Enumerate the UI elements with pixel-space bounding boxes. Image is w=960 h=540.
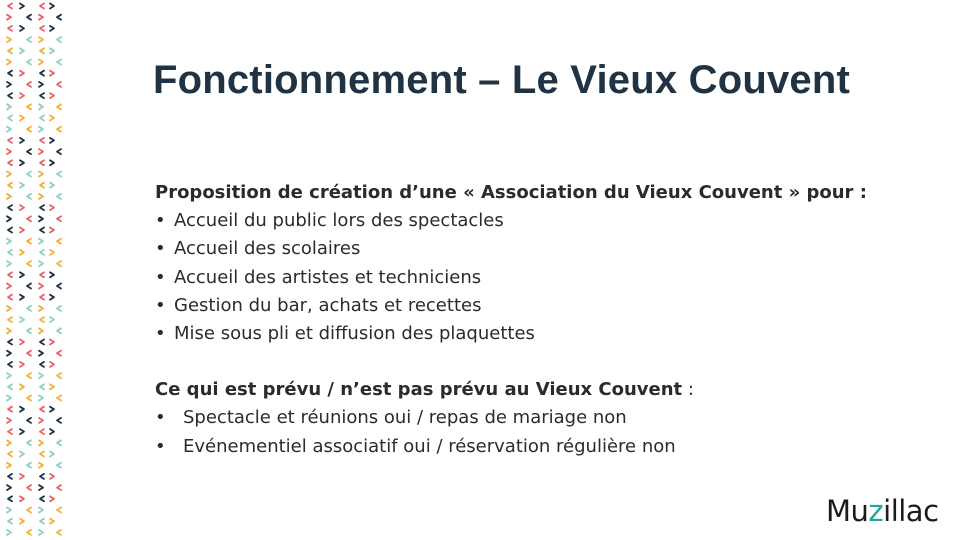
pattern-chevron-13	[27, 37, 31, 42]
pattern-chevron-130	[40, 362, 44, 367]
pattern-chevron-177	[20, 496, 24, 501]
pattern-chevron-153	[20, 429, 24, 434]
section1-list	[155, 207, 915, 348]
pattern-chevron-5	[27, 15, 31, 20]
pattern-chevron-139	[50, 384, 54, 389]
pattern-chevron-51	[50, 138, 54, 143]
pattern-chevron-96	[8, 272, 12, 277]
pattern-chevron-39	[57, 104, 61, 109]
pattern-chevron-103	[57, 284, 61, 289]
pattern-chevron-12	[7, 37, 11, 42]
pattern-chevron-8	[8, 26, 12, 31]
pattern-chevron-94	[39, 261, 43, 266]
pattern-chevron-145	[20, 407, 24, 412]
pattern-chevron-101	[27, 284, 31, 289]
pattern-chevron-97	[20, 272, 24, 277]
pattern-chevron-44	[7, 127, 11, 132]
pattern-chevron-10	[40, 26, 44, 31]
pattern-chevron-110	[39, 306, 43, 311]
pattern-chevron-66	[40, 183, 44, 188]
pattern-chevron-38	[39, 104, 43, 109]
pattern-chevron-137	[20, 384, 24, 389]
pattern-chevron-83	[50, 228, 54, 233]
section1-heading: Proposition de création d’une « Association du Vieux Couvent » pour :	[155, 182, 867, 203]
pattern-chevron-166	[39, 463, 43, 468]
pattern-chevron-144	[8, 407, 12, 412]
pattern-chevron-92	[7, 261, 11, 266]
pattern-chevron-75	[50, 205, 54, 210]
pattern-chevron-7	[57, 15, 61, 20]
pattern-chevron-70	[39, 194, 43, 199]
pattern-chevron-82	[40, 228, 44, 233]
pattern-chevron-176	[8, 496, 12, 501]
pattern-chevron-71	[57, 194, 61, 199]
pattern-chevron-142	[39, 396, 43, 401]
pattern-chevron-48	[8, 138, 12, 143]
muzillac-logo: Muzillac	[826, 494, 939, 528]
pattern-chevron-4	[7, 15, 11, 20]
pattern-chevron-181	[27, 508, 31, 513]
pattern-chevron-182	[39, 508, 43, 513]
pattern-chevron-98	[40, 272, 44, 277]
pattern-chevron-157	[27, 440, 31, 445]
pattern-chevron-3	[50, 4, 54, 9]
pattern-chevron-113	[20, 317, 24, 322]
list-item: • Spectacle et réunions oui / repas de mariage non	[155, 404, 915, 432]
pattern-chevron-54	[39, 149, 43, 154]
pattern-chevron-72	[8, 205, 12, 210]
pattern-chevron-187	[50, 519, 54, 524]
pattern-chevron-104	[8, 295, 12, 300]
pattern-chevron-125	[27, 351, 31, 356]
pattern-chevron-85	[27, 239, 31, 244]
pattern-chevron-81	[20, 228, 24, 233]
list-item: • Evénementiel associatif oui / réservation régulière non	[155, 433, 915, 461]
pattern-chevron-114	[40, 317, 44, 322]
spacer	[155, 348, 915, 376]
pattern-chevron-49	[20, 138, 24, 143]
pattern-chevron-6	[39, 15, 43, 20]
pattern-chevron-61	[27, 172, 31, 177]
pattern-chevron-179	[50, 496, 54, 501]
pattern-chevron-119	[57, 328, 61, 333]
pattern-chevron-15	[57, 37, 61, 42]
pattern-chevron-161	[20, 452, 24, 457]
pattern-chevron-47	[57, 127, 61, 132]
pattern-chevron-2	[40, 4, 44, 9]
pattern-chevron-62	[39, 172, 43, 177]
pattern-chevron-188	[7, 530, 11, 535]
pattern-chevron-168	[8, 474, 12, 479]
pattern-chevron-46	[39, 127, 43, 132]
pattern-chevron-9	[20, 26, 24, 31]
bullet-icon: •	[155, 294, 166, 316]
pattern-chevron-1	[20, 4, 24, 9]
pattern-chevron-0	[8, 4, 12, 9]
pattern-chevron-160	[8, 452, 12, 457]
pattern-chevron-146	[40, 407, 44, 412]
pattern-chevron-106	[40, 295, 44, 300]
bullet-icon: •	[155, 407, 166, 429]
pattern-chevron-84	[7, 239, 11, 244]
pattern-chevron-136	[8, 384, 12, 389]
pattern-chevron-74	[40, 205, 44, 210]
pattern-chevron-154	[40, 429, 44, 434]
pattern-chevron-164	[7, 463, 11, 468]
pattern-chevron-148	[7, 418, 11, 423]
pattern-chevron-158	[39, 440, 43, 445]
pattern-chevron-189	[27, 530, 31, 535]
pattern-chevron-41	[20, 116, 24, 121]
pattern-chevron-102	[39, 284, 43, 289]
pattern-chevron-43	[50, 116, 54, 121]
list-item: • Mise sous pli et diffusion des plaquettes	[155, 320, 915, 348]
pattern-chevron-173	[27, 485, 31, 490]
pattern-chevron-58	[40, 160, 44, 165]
pattern-chevron-178	[40, 496, 44, 501]
pattern-chevron-11	[50, 26, 54, 31]
bullet-icon: •	[155, 210, 166, 232]
pattern-chevron-59	[50, 160, 54, 165]
pattern-chevron-57	[20, 160, 24, 165]
pattern-chevron-174	[39, 485, 43, 490]
pattern-chevron-111	[57, 306, 61, 311]
pattern-chevron-93	[27, 261, 31, 266]
pattern-chevron-191	[57, 530, 61, 535]
pattern-chevron-89	[20, 250, 24, 255]
pattern-chevron-76	[7, 216, 11, 221]
pattern-chevron-134	[39, 373, 43, 378]
pattern-chevron-170	[40, 474, 44, 479]
pattern-chevron-64	[8, 183, 12, 188]
pattern-chevron-138	[40, 384, 44, 389]
pattern-chevron-163	[50, 452, 54, 457]
pattern-chevron-45	[27, 127, 31, 132]
pattern-chevron-42	[40, 116, 44, 121]
pattern-chevron-50	[40, 138, 44, 143]
bullet-icon: •	[155, 238, 166, 260]
pattern-chevron-156	[7, 440, 11, 445]
pattern-chevron-135	[57, 373, 61, 378]
pattern-chevron-184	[8, 519, 12, 524]
pattern-chevron-17	[20, 48, 24, 53]
pattern-chevron-78	[39, 216, 43, 221]
pattern-chevron-132	[7, 373, 11, 378]
pattern-chevron-65	[20, 183, 24, 188]
section2-list	[155, 404, 915, 460]
pattern-chevron-60	[7, 172, 11, 177]
pattern-chevron-126	[39, 351, 43, 356]
list-item: • Gestion du bar, achats et recettes	[155, 292, 915, 320]
slide-body	[155, 179, 915, 461]
pattern-chevron-155	[50, 429, 54, 434]
bullet-icon: •	[155, 435, 166, 457]
pattern-chevron-91	[50, 250, 54, 255]
pattern-chevron-150	[39, 418, 43, 423]
pattern-chevron-88	[8, 250, 12, 255]
pattern-chevron-115	[50, 317, 54, 322]
pattern-chevron-185	[20, 519, 24, 524]
pattern-chevron-122	[40, 340, 44, 345]
pattern-chevron-18	[40, 48, 44, 53]
pattern-chevron-175	[57, 485, 61, 490]
pattern-chevron-190	[39, 530, 43, 535]
pattern-chevron-128	[8, 362, 12, 367]
pattern-chevron-19	[50, 48, 54, 53]
pattern-chevron-117	[27, 328, 31, 333]
list-item: • Accueil du public lors des spectacles	[155, 207, 915, 235]
pattern-chevron-63	[57, 172, 61, 177]
pattern-chevron-165	[27, 463, 31, 468]
pattern-chevron-116	[7, 328, 11, 333]
pattern-chevron-69	[27, 194, 31, 199]
pattern-chevron-67	[50, 183, 54, 188]
pattern-chevron-180	[7, 508, 11, 513]
pattern-chevron-183	[57, 508, 61, 513]
pattern-chevron-141	[27, 396, 31, 401]
bullet-icon: •	[155, 266, 166, 288]
pattern-chevron-123	[50, 340, 54, 345]
pattern-chevron-171	[50, 474, 54, 479]
pattern-chevron-149	[27, 418, 31, 423]
pattern-chevron-86	[39, 239, 43, 244]
pattern-chevron-186	[40, 519, 44, 524]
pattern-chevron-52	[7, 149, 11, 154]
pattern-chevron-95	[57, 261, 61, 266]
pattern-chevron-53	[27, 149, 31, 154]
pattern-chevron-167	[57, 463, 61, 468]
pattern-chevron-121	[20, 340, 24, 345]
pattern-chevron-90	[40, 250, 44, 255]
pattern-chevron-14	[39, 37, 43, 42]
list-item: • Accueil des artistes et techniciens	[155, 264, 915, 292]
pattern-chevron-152	[8, 429, 12, 434]
pattern-chevron-36	[7, 104, 11, 109]
pattern-chevron-37	[27, 104, 31, 109]
pattern-chevron-118	[39, 328, 43, 333]
pattern-chevron-73	[20, 205, 24, 210]
pattern-chevron-80	[8, 228, 12, 233]
pattern-chevron-151	[57, 418, 61, 423]
section2-heading: Ce qui est prévu / n’est pas prévu au Vieux Couvent :	[155, 379, 694, 401]
pattern-chevron-100	[7, 284, 11, 289]
pattern-chevron-99	[50, 272, 54, 277]
pattern-chevron-107	[50, 295, 54, 300]
pattern-chevron-108	[7, 306, 11, 311]
pattern-chevron-109	[27, 306, 31, 311]
pattern-chevron-131	[50, 362, 54, 367]
pattern-chevron-56	[8, 160, 12, 165]
pattern-chevron-16	[8, 48, 12, 53]
pattern-chevron-133	[27, 373, 31, 378]
pattern-chevron-129	[20, 362, 24, 367]
pattern-chevron-55	[57, 149, 61, 154]
pattern-chevron-87	[57, 239, 61, 244]
pattern-chevron-159	[57, 440, 61, 445]
pattern-chevron-79	[57, 216, 61, 221]
pattern-chevron-124	[7, 351, 11, 356]
list-item: • Accueil des scolaires	[155, 235, 915, 263]
pattern-chevron-172	[7, 485, 11, 490]
pattern-chevron-112	[8, 317, 12, 322]
pattern-chevron-40	[8, 116, 12, 121]
bullet-icon: •	[155, 323, 166, 345]
pattern-chevron-162	[40, 452, 44, 457]
pattern-chevron-105	[20, 295, 24, 300]
pattern-chevron-169	[20, 474, 24, 479]
pattern-chevron-120	[8, 340, 12, 345]
pattern-chevron-127	[57, 351, 61, 356]
pattern-chevron-140	[7, 396, 11, 401]
pattern-chevron-143	[57, 396, 61, 401]
pattern-chevron-68	[7, 194, 11, 199]
pattern-chevron-77	[27, 216, 31, 221]
slide-title: Fonctionnement – Le Vieux Couvent	[152, 58, 851, 102]
pattern-chevron-147	[50, 407, 54, 412]
